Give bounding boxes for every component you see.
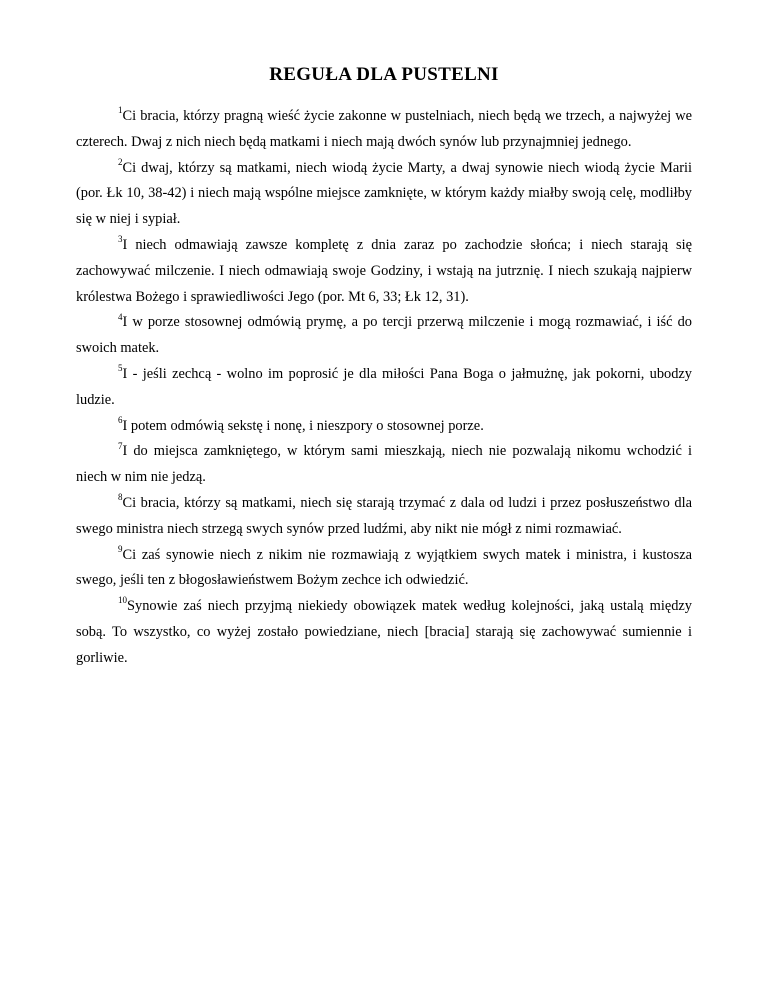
verse-number: 1 — [118, 105, 123, 116]
verse-number: 3 — [118, 234, 123, 245]
verse-number: 10 — [118, 595, 127, 606]
paragraph-6 — [76, 414, 692, 440]
paragraph-text: Ci zaś synowie niech z nikim nie rozmawiają z wyjątkiem swych matek i ministra, i kustosza swego, jeśli ten z błogosławieństwem Bożym zechce ich odwiedzić. — [76, 546, 692, 589]
paragraph-text: Ci dwaj, którzy są matkami, niech wiodą życie Marty, a dwaj synowie niech wiodą życie Marii (por. Łk 10, 38-42) i niech mają wspólne miejsce zamknięte, w którym każdy miałby swoją celę, modliłby się w niej i sypiał. — [76, 159, 692, 228]
paragraph-text: I - jeśli zechcą - wolno im poprosić je dla miłości Pana Boga o jałmużnę, jak pokorni, ubodzy ludzie. — [76, 365, 692, 408]
paragraph-5 — [76, 362, 692, 414]
verse-number: 9 — [118, 543, 123, 554]
paragraph-8 — [76, 491, 692, 543]
paragraph-7 — [76, 439, 692, 491]
verse-number: 5 — [118, 363, 123, 374]
document-page — [76, 62, 692, 672]
paragraph-3 — [76, 233, 692, 310]
verse-number: 2 — [118, 156, 123, 167]
paragraph-text: Ci bracia, którzy pragną wieść życie zakonne w pustelniach, niech będą we trzech, a najwyżej we czterech. Dwaj z nich niech będą matkami i niech mają dwóch synów lub przynajmniej jednego. — [76, 108, 692, 150]
verse-number: 6 — [118, 414, 123, 425]
paragraph-10 — [76, 594, 692, 671]
paragraph-1 — [76, 104, 692, 156]
paragraph-text: I w porze stosownej odmówią prymę, a po tercji przerwą milczenie i mogą rozmawiać, i iść do swoich matek. — [76, 314, 692, 357]
paragraph-text: I niech odmawiają zawsze kompletę z dnia zaraz po zachodzie słońca; i niech starają się zachowywać milczenie. I niech odmawiają swoje Godziny, i wstają na jutrznię. I niech szukają najpierw królestwa Bożego i sprawiedliwości Jego (por. Mt 6, 33; Łk 12, 31). — [76, 236, 692, 305]
paragraph-2 — [76, 156, 692, 233]
paragraph-9 — [76, 543, 692, 595]
paragraph-text: I potem odmówią sekstę i nonę, i nieszpory o stosownej porze. — [122, 417, 484, 434]
paragraph-text: Ci bracia, którzy są matkami, niech się starają trzymać z dala od ludzi i przez posłuszeństwo dla swego ministra niech strzegą swych synów przed ludźmi, aby nikt nie mógł z nimi rozmawiać. — [76, 494, 692, 537]
verse-number: 7 — [118, 440, 123, 451]
paragraph-text: Synowie zaś niech przyjmą niekiedy obowiązek matek według kolejności, jaką ustalą między sobą. To wszystko, co wyżej zostało powiedziane, niech [bracia] starają się zachowywać sumiennie i gorliwie. — [76, 598, 692, 666]
document-title: REGUŁA DLA PUSTELNI — [269, 64, 499, 85]
paragraph-4 — [76, 310, 692, 362]
paragraph-text: I do miejsca zamkniętego, w którym sami mieszkają, niech nie pozwalają nikomu wchodzić i niech w nim nie jedzą. — [76, 443, 692, 486]
verse-number: 4 — [118, 311, 123, 322]
verse-number: 8 — [118, 492, 123, 503]
